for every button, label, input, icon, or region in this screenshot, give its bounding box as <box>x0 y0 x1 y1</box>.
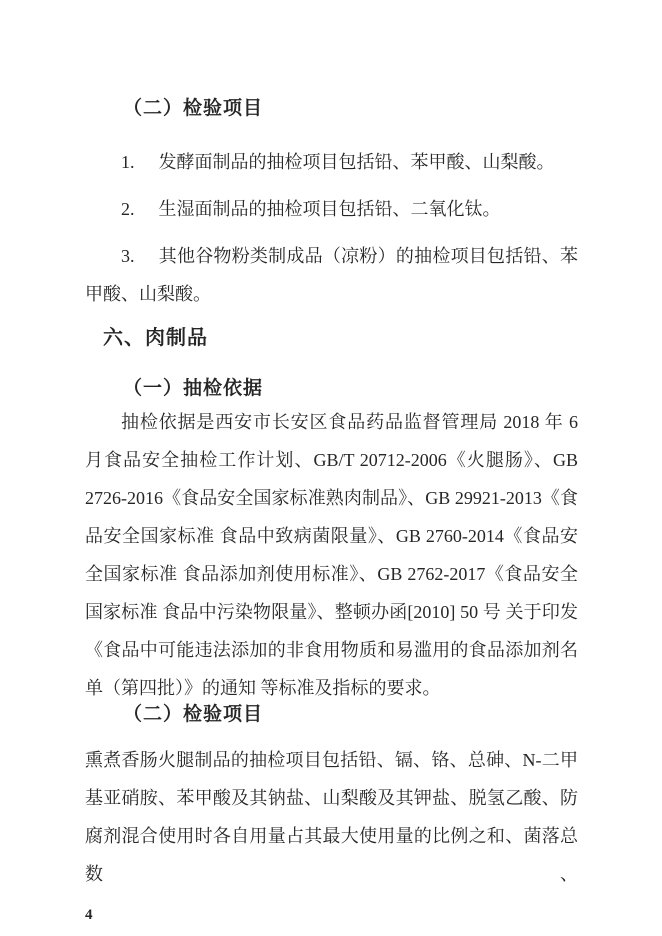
inspection-items-paragraph: 熏煮香肠火腿制品的抽检项目包括铅、镉、铬、总砷、N-二甲基亚硝胺、苯甲酸及其钠盐、山梨酸及其钾盐、脱氢乙酸、防腐剂混合使用时各自用量占其最大使用量的比例之和、菌落总数、 <box>85 750 578 884</box>
chapter-heading-meat-products: 六、肉制品 <box>103 327 208 349</box>
list-item-text: 其他谷物粉类制成品（凉粉）的抽检项目包括铅、苯甲酸、山梨酸。 <box>85 246 578 304</box>
list-item-wet-noodle <box>85 190 578 228</box>
list-item-fermented-flour <box>85 143 578 181</box>
heading-inspection-items-flour: （二）检验项目 <box>123 98 264 119</box>
list-item-number: 3. <box>121 246 135 266</box>
heading-sampling-basis: （一）抽检依据 <box>123 378 264 399</box>
page-number: 4 <box>85 907 93 923</box>
list-item-number: 2. <box>121 199 135 219</box>
list-item-number: 1. <box>121 152 135 172</box>
list-item-other-grain <box>85 237 578 313</box>
list-item-text: 发酵面制品的抽检项目包括铅、苯甲酸、山梨酸。 <box>158 152 555 172</box>
list-item-text: 生湿面制品的抽检项目包括铅、二氧化钛。 <box>158 199 501 219</box>
sampling-basis-paragraph: 抽检依据是西安市长安区食品药品监督管理局 2018 年 6 月食品安全抽检工作计划、GB/T 20712-2006《火腿肠》、GB 2726-2016《食品安全国家标准熟肉制品》、GB 29921-2013《食品安全国家标准 食品中致病菌限量》、GB 2760-2014《食品安全国家标准 食品添加剂使用标准》、GB 2762-2017《食品安全国家标准 食品中污染物限量》、整顿办函[2010] 50 号 关于印发《食品中可能违法添加的非食用物质和易滥用的食品添加剂名单（第四批）》的通知 等标准及指标的要求。 <box>85 412 578 698</box>
heading-inspection-items-meat: （二）检验项目 <box>123 704 264 725</box>
